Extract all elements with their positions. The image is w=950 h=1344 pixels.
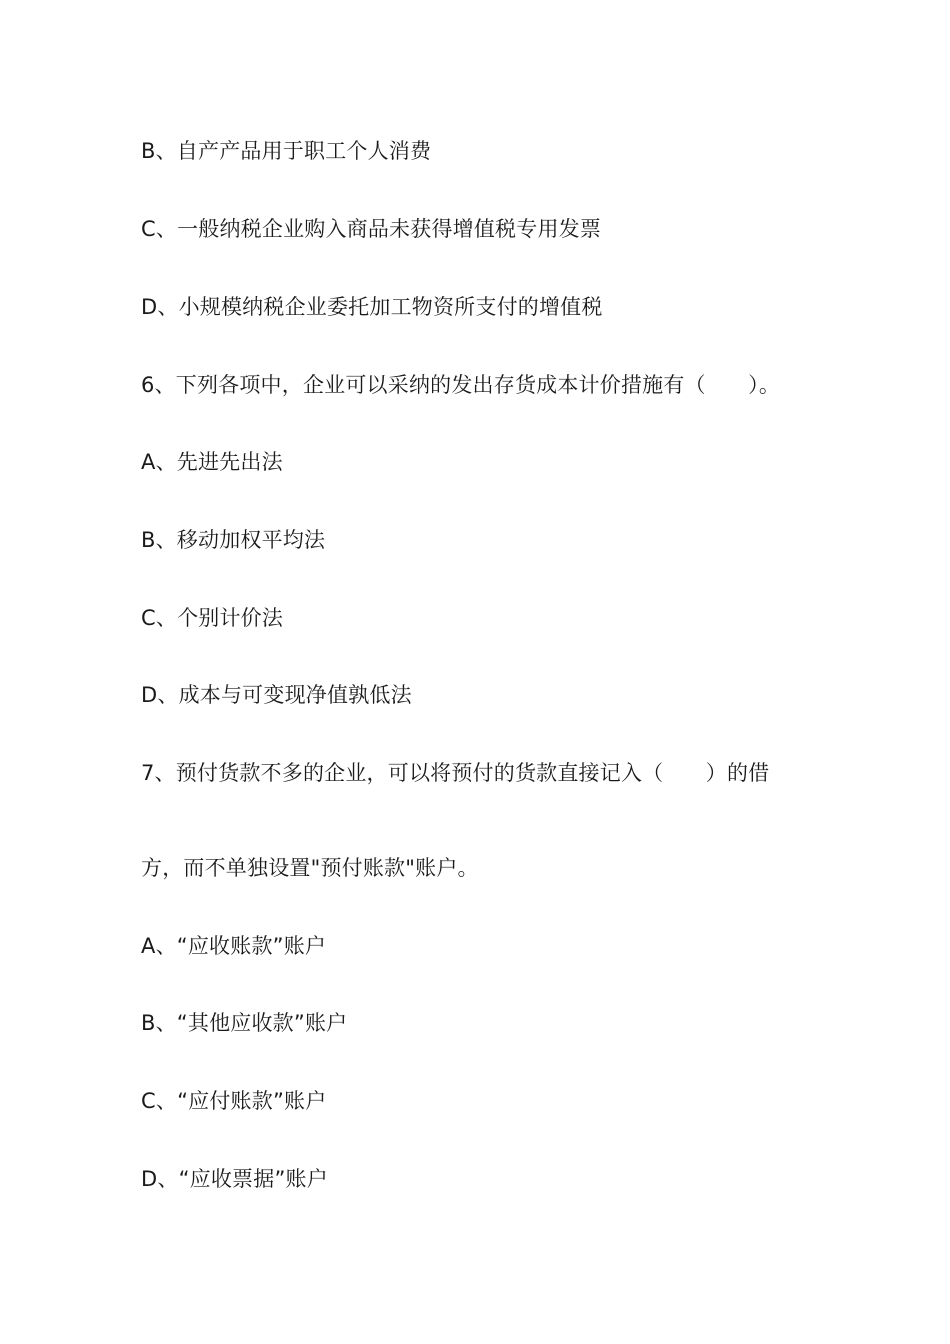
option-5d: D、小规模纳税企业委托加工物资所支付的增值税 bbox=[141, 295, 603, 319]
option-7b: B、“其他应收款”账户 bbox=[141, 1011, 348, 1035]
question-6: 6、下列各项中，企业可以采纳的发出存货成本计价措施有（ ）。 bbox=[141, 373, 781, 397]
option-6b: B、移动加权平均法 bbox=[141, 528, 326, 552]
option-6c: C、个别计价法 bbox=[141, 606, 284, 630]
question-7-line-2: 方，而不单独设置"预付账款"账户。 bbox=[141, 856, 479, 880]
option-5c: C、一般纳税企业购入商品未获得增值税专用发票 bbox=[141, 217, 602, 241]
question-7-line-1: 7、预付货款不多的企业，可以将预付的货款直接记入（ ）的借 bbox=[141, 761, 770, 785]
option-7a: A、“应收账款”账户 bbox=[141, 934, 327, 958]
option-5b: B、自产产品用于职工个人消费 bbox=[141, 139, 432, 163]
option-6a: A、先进先出法 bbox=[141, 450, 283, 474]
option-7c: C、“应付账款”账户 bbox=[141, 1089, 327, 1113]
option-6d: D、成本与可变现净值孰低法 bbox=[141, 683, 412, 707]
option-7d: D、“应收票据”账户 bbox=[141, 1167, 328, 1191]
